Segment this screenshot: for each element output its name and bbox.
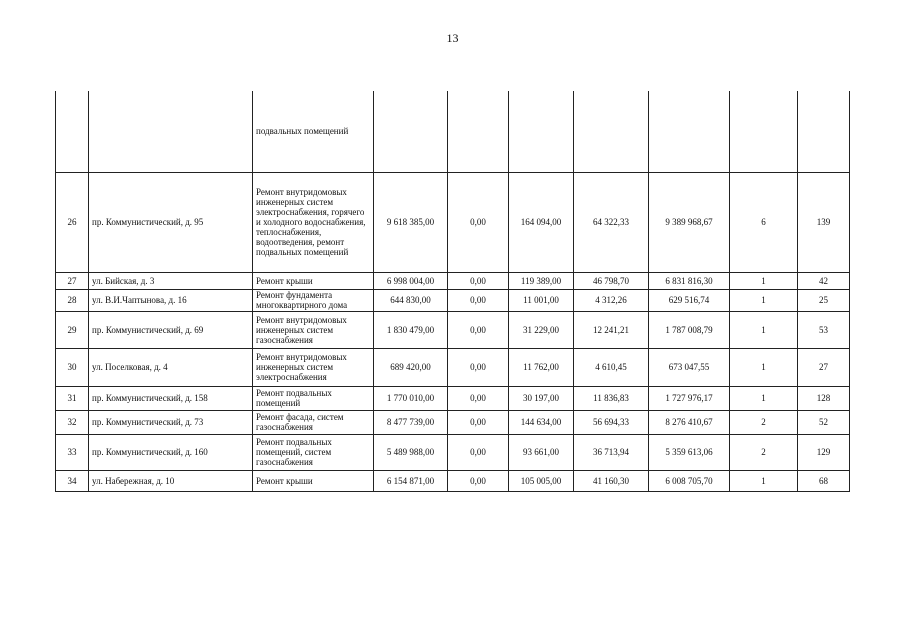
cell-col2 xyxy=(509,91,574,172)
cell-total: 1 770 010,00 xyxy=(374,386,448,410)
cell-col6: 27 xyxy=(798,348,850,386)
cell-col6: 52 xyxy=(798,410,850,434)
cell-col2: 93 661,00 xyxy=(509,434,574,470)
cell-col6: 129 xyxy=(798,434,850,470)
cell-number: 30 xyxy=(56,348,89,386)
cell-number: 26 xyxy=(56,172,89,272)
cell-col1: 0,00 xyxy=(448,386,509,410)
cell-col3: 4 312,26 xyxy=(574,289,649,311)
cell-col3: 11 836,83 xyxy=(574,386,649,410)
cell-col5 xyxy=(730,91,798,172)
page-number: 13 xyxy=(446,31,459,45)
cell-col2: 30 197,00 xyxy=(509,386,574,410)
cell-total: 689 420,00 xyxy=(374,348,448,386)
cell-work: Ремонт фундамента многоквартирного дома xyxy=(253,289,374,311)
cell-col3: 46 798,70 xyxy=(574,272,649,289)
table-row xyxy=(56,386,850,410)
cell-col2: 119 389,00 xyxy=(509,272,574,289)
cell-col6: 68 xyxy=(798,470,850,491)
cell-col4: 1 727 976,17 xyxy=(649,386,730,410)
cell-col4: 9 389 968,67 xyxy=(649,172,730,272)
cell-col1: 0,00 xyxy=(448,434,509,470)
cell-col1: 0,00 xyxy=(448,470,509,491)
table-row xyxy=(56,410,850,434)
table-row xyxy=(56,311,850,348)
cell-col3: 64 322,33 xyxy=(574,172,649,272)
table-row xyxy=(56,470,850,491)
cell-work: Ремонт внутридомовых инженерных систем электроснабжения, горячего и холодного водоснабжения, теплоснабжения, водоотведения, ремонт подвальных помещений xyxy=(253,172,374,272)
table-body xyxy=(56,91,850,491)
cell-total: 9 618 385,00 xyxy=(374,172,448,272)
cell-address: пр. Коммунистический, д. 73 xyxy=(89,410,253,434)
cell-col4: 8 276 410,67 xyxy=(649,410,730,434)
cell-total: 6 998 004,00 xyxy=(374,272,448,289)
cell-address xyxy=(89,91,253,172)
cell-work: Ремонт внутридомовых инженерных систем электроснабжения xyxy=(253,348,374,386)
continuation-row xyxy=(56,91,850,172)
cell-total xyxy=(374,91,448,172)
cell-number: 31 xyxy=(56,386,89,410)
table-row xyxy=(56,272,850,289)
cell-total: 1 830 479,00 xyxy=(374,311,448,348)
cell-work: Ремонт внутридомовых инженерных систем газоснабжения xyxy=(253,311,374,348)
repair-schedule-table xyxy=(55,91,850,492)
cell-number: 29 xyxy=(56,311,89,348)
cell-col2: 164 094,00 xyxy=(509,172,574,272)
cell-col6: 128 xyxy=(798,386,850,410)
cell-col1 xyxy=(448,91,509,172)
cell-work: Ремонт крыши xyxy=(253,470,374,491)
cell-col5: 1 xyxy=(730,272,798,289)
cell-col2: 144 634,00 xyxy=(509,410,574,434)
cell-col3: 56 694,33 xyxy=(574,410,649,434)
cell-col5: 6 xyxy=(730,172,798,272)
cell-col2: 11 762,00 xyxy=(509,348,574,386)
cell-work-continuation: подвальных помещений xyxy=(253,91,374,172)
cell-number: 34 xyxy=(56,470,89,491)
cell-address: ул. Набережная, д. 10 xyxy=(89,470,253,491)
cell-total: 6 154 871,00 xyxy=(374,470,448,491)
cell-col3: 41 160,30 xyxy=(574,470,649,491)
cell-col2: 105 005,00 xyxy=(509,470,574,491)
cell-col1: 0,00 xyxy=(448,410,509,434)
cell-col3: 4 610,45 xyxy=(574,348,649,386)
cell-col2: 31 229,00 xyxy=(509,311,574,348)
table-row xyxy=(56,434,850,470)
cell-col4 xyxy=(649,91,730,172)
cell-col6: 42 xyxy=(798,272,850,289)
cell-work: Ремонт фасада, систем газоснабжения xyxy=(253,410,374,434)
cell-address: ул. Поселковая, д. 4 xyxy=(89,348,253,386)
cell-col3: 12 241,21 xyxy=(574,311,649,348)
cell-col4: 6 831 816,30 xyxy=(649,272,730,289)
cell-col6: 53 xyxy=(798,311,850,348)
cell-col1: 0,00 xyxy=(448,311,509,348)
cell-col1: 0,00 xyxy=(448,289,509,311)
cell-number: 33 xyxy=(56,434,89,470)
cell-col5: 2 xyxy=(730,410,798,434)
cell-number: 27 xyxy=(56,272,89,289)
cell-col5: 1 xyxy=(730,348,798,386)
cell-number xyxy=(56,91,89,172)
cell-col4: 1 787 008,79 xyxy=(649,311,730,348)
cell-work: Ремонт подвальных помещений, систем газоснабжения xyxy=(253,434,374,470)
cell-col5: 1 xyxy=(730,289,798,311)
cell-address: пр. Коммунистический, д. 160 xyxy=(89,434,253,470)
cell-col1: 0,00 xyxy=(448,172,509,272)
cell-col5: 1 xyxy=(730,470,798,491)
cell-col6: 25 xyxy=(798,289,850,311)
cell-address: пр. Коммунистический, д. 158 xyxy=(89,386,253,410)
cell-col1: 0,00 xyxy=(448,348,509,386)
cell-address: ул. Бийская, д. 3 xyxy=(89,272,253,289)
cell-col5: 1 xyxy=(730,311,798,348)
cell-col6 xyxy=(798,91,850,172)
cell-col3: 36 713,94 xyxy=(574,434,649,470)
cell-number: 32 xyxy=(56,410,89,434)
cell-col4: 5 359 613,06 xyxy=(649,434,730,470)
cell-col1: 0,00 xyxy=(448,272,509,289)
cell-total: 5 489 988,00 xyxy=(374,434,448,470)
table-row xyxy=(56,289,850,311)
cell-total: 644 830,00 xyxy=(374,289,448,311)
cell-col5: 2 xyxy=(730,434,798,470)
cell-col3 xyxy=(574,91,649,172)
cell-col4: 6 008 705,70 xyxy=(649,470,730,491)
cell-number: 28 xyxy=(56,289,89,311)
cell-address: пр. Коммунистический, д. 69 xyxy=(89,311,253,348)
cell-work: Ремонт крыши xyxy=(253,272,374,289)
cell-address: пр. Коммунистический, д. 95 xyxy=(89,172,253,272)
cell-address: ул. В.И.Чаптынова, д. 16 xyxy=(89,289,253,311)
table-row xyxy=(56,172,850,272)
cell-col6: 139 xyxy=(798,172,850,272)
cell-col2: 11 001,00 xyxy=(509,289,574,311)
cell-col5: 1 xyxy=(730,386,798,410)
cell-col4: 629 516,74 xyxy=(649,289,730,311)
cell-total: 8 477 739,00 xyxy=(374,410,448,434)
cell-work: Ремонт подвальных помещений xyxy=(253,386,374,410)
table-row xyxy=(56,348,850,386)
cell-col4: 673 047,55 xyxy=(649,348,730,386)
